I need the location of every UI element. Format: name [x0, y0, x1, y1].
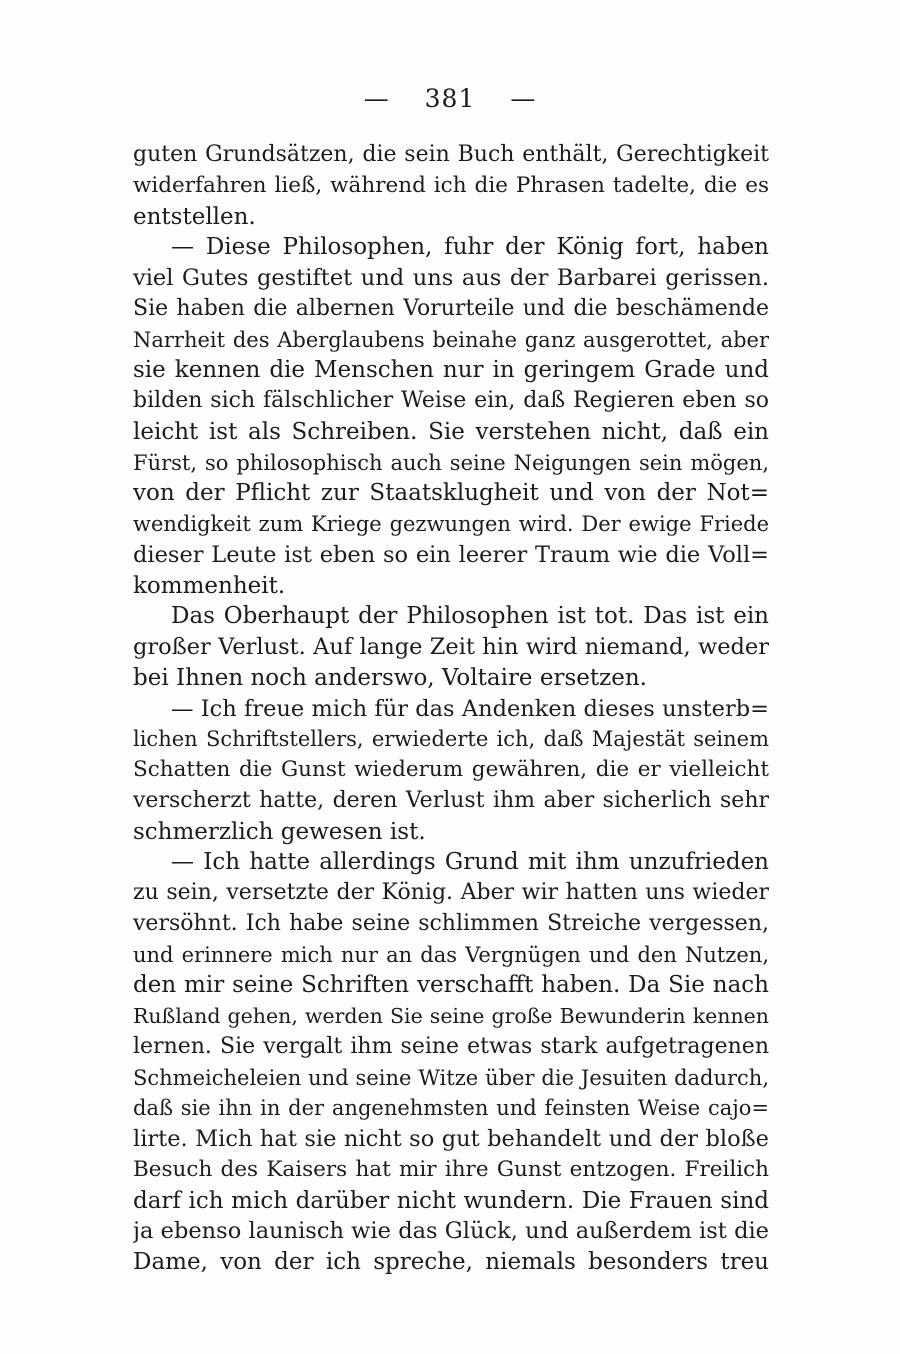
text-line: lichen Schriftstellers, erwiederte ich, daß Majestät seinem	[133, 727, 769, 752]
text-line: — Ich freue mich für das Andenken dieses unsterb=	[171, 695, 769, 722]
text-line: entstellen.	[133, 203, 256, 230]
text-line: Das Oberhaupt der Philosophen ist tot. Das ist ein	[171, 603, 769, 630]
text-line: verscherzt hatte, deren Verlust ihm aber sicherlich sehr	[133, 787, 769, 813]
text-line: — Diese Philosophen, fuhr der König fort, haben	[171, 234, 769, 261]
text-line: lernen. Sie vergalt ihm seine etwas stark aufgetragenen	[133, 1033, 769, 1059]
body-text	[133, 140, 769, 1278]
text-line: viel Gutes gestiftet und uns aus der Barbarei gerissen.	[133, 265, 769, 291]
text-line: Schatten die Gunst wiederum gewähren, die er vielleicht	[133, 757, 769, 782]
text-line: kommenheit.	[133, 572, 286, 599]
text-line: bei Ihnen noch anderswo, Voltaire ersetzen.	[133, 664, 647, 691]
text-line: darf ich mich darüber nicht wundern. Die Frauen sind	[133, 1187, 769, 1214]
text-line: schmerzlich gewesen ist.	[133, 818, 426, 845]
text-line: Fürst, so philosophisch auch seine Neigungen sein mögen,	[133, 450, 769, 475]
text-line: Schmeicheleien und seine Witze über die Jesuiten dadurch,	[133, 1065, 769, 1090]
text-line: bilden sich fälschlicher Weise ein, daß Regieren eben so	[133, 388, 769, 413]
text-line: Dame, von der ich spreche, niemals besonders treu	[133, 1249, 769, 1275]
text-line: guten Grundsätzen, die sein Buch enthält, Gerechtigkeit	[133, 142, 769, 167]
page-number: 381	[424, 84, 476, 113]
text-line: zu sein, versetzte der König. Aber wir hatten uns wieder	[133, 880, 769, 905]
text-line: widerfahren ließ, während ich die Phrasen tadelte, die es	[133, 172, 769, 198]
page-header	[0, 84, 900, 113]
text-line: Sie haben die albernen Vorurteile und die beschämende	[133, 295, 769, 321]
text-line: von der Pflicht zur Staatsklugheit und von der Not=	[133, 480, 769, 507]
text-line: Narrheit des Aberglaubens beinahe ganz ausgerottet, aber	[133, 327, 769, 352]
header-dash-right: —	[510, 84, 537, 113]
text-line: lirte. Mich hat sie nicht so gut behandelt und der bloße	[133, 1126, 769, 1152]
text-line: und erinnere mich nur an das Vergnügen und den Nutzen,	[133, 942, 769, 967]
text-line: großer Verlust. Auf lange Zeit hin wird niemand, weder	[133, 634, 769, 660]
text-line: dieser Leute ist eben so ein leerer Traum wie die Voll=	[133, 541, 769, 568]
text-line: ja ebenso launisch wie das Glück, und außerdem ist die	[133, 1218, 769, 1245]
text-line: leicht ist als Schreiben. Sie verstehen nicht, daß ein	[133, 418, 769, 445]
text-line: versöhnt. Ich habe seine schlimmen Streiche vergessen,	[133, 910, 769, 936]
text-line: Rußland gehen, werden Sie seine große Bewunderin kennen	[133, 1004, 769, 1028]
text-line: daß sie ihn in der angenehmsten und feinsten Weise cajo=	[133, 1096, 769, 1121]
text-line: Besuch des Kaisers hat mir ihre Gunst entzogen. Freilich	[133, 1156, 769, 1182]
text-line: den mir seine Schriften verschafft haben. Da Sie nach	[133, 972, 769, 999]
text-line: wendigkeit zum Kriege gezwungen wird. Der ewige Friede	[133, 512, 769, 536]
text-line: sie kennen die Menschen nur in geringem Grade und	[133, 357, 769, 384]
text-line: — Ich hatte allerdings Grund mit ihm unzufrieden	[171, 849, 769, 876]
header-dash-left: —	[363, 84, 390, 113]
